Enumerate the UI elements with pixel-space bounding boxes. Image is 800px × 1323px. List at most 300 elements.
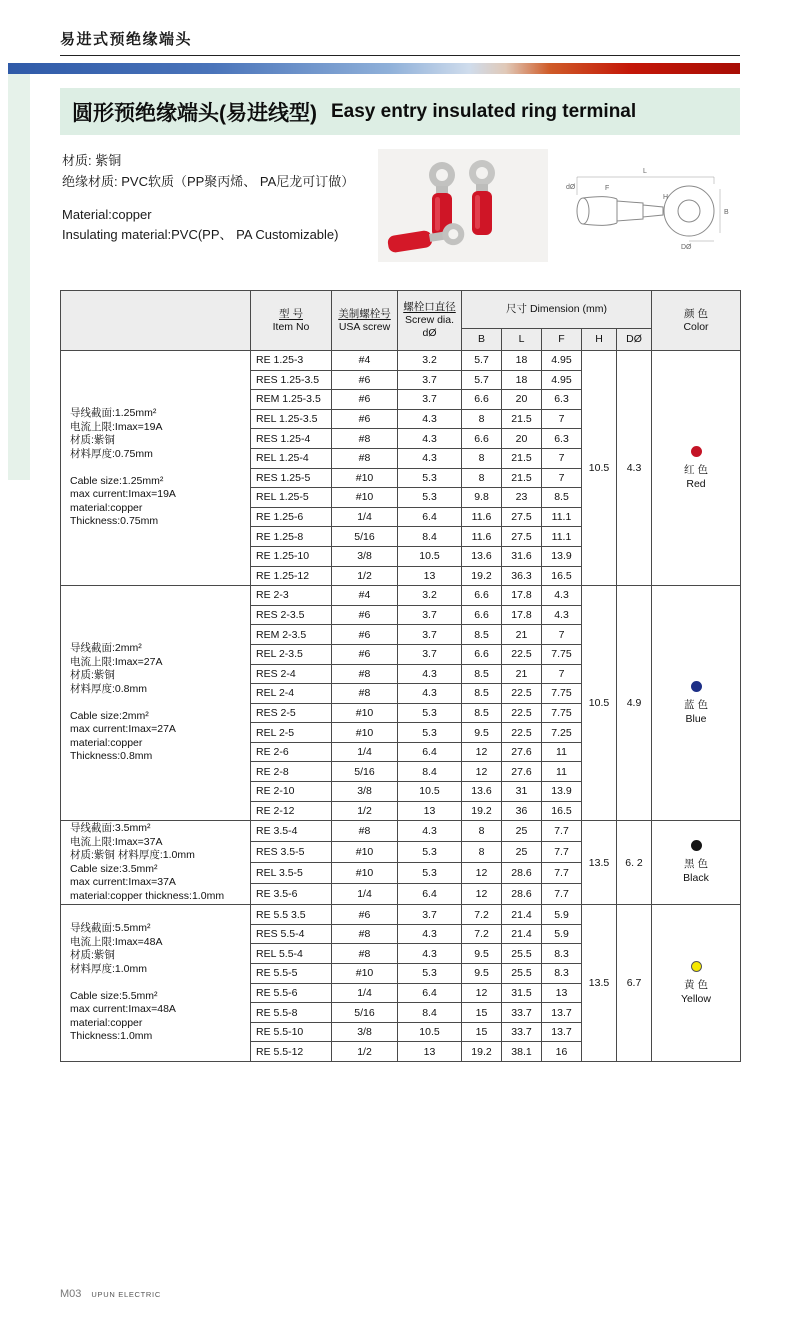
dim-f-cell: 7.7 <box>542 884 582 905</box>
description-line: 材料厚度:0.75mm <box>70 447 153 460</box>
h-value-cell: 10.5 <box>582 586 617 821</box>
dim-b-cell: 8 <box>462 842 502 863</box>
dim-f-cell: 4.95 <box>542 351 582 371</box>
usa-screw-cell: #8 <box>332 821 398 842</box>
dim-b-cell: 8.5 <box>462 625 502 645</box>
screw-dia-cell: 13 <box>398 1042 462 1062</box>
usa-screw-cell: #10 <box>332 863 398 884</box>
screw-dia-cell: 3.7 <box>398 605 462 625</box>
usa-screw-cell: 1/4 <box>332 983 398 1003</box>
svg-text:DØ: DØ <box>681 244 692 251</box>
group-description <box>61 821 251 905</box>
dim-b-cell: 12 <box>462 742 502 762</box>
dim-l-cell: 25.5 <box>502 964 542 984</box>
dim-f-cell: 7 <box>542 664 582 684</box>
dim-b-cell: 11.6 <box>462 527 502 547</box>
usa-screw-cell: #4 <box>332 586 398 606</box>
usa-screw-cell: #6 <box>332 390 398 410</box>
svg-text:B: B <box>724 209 729 216</box>
usa-screw-cell: 1/4 <box>332 507 398 527</box>
svg-text:H: H <box>663 194 669 201</box>
dim-l-cell: 31.6 <box>502 546 542 566</box>
item-no-cell: RE 2-3 <box>251 586 332 606</box>
dim-l-cell: 21 <box>502 625 542 645</box>
screw-dia-cell: 3.2 <box>398 351 462 371</box>
item-no-cell: RES 2-5 <box>251 703 332 723</box>
usa-screw-cell: 1/4 <box>332 884 398 905</box>
description-line: Thickness:1.0mm <box>70 1030 153 1043</box>
dim-b-cell: 9.5 <box>462 964 502 984</box>
color-label-en: Red <box>686 477 706 490</box>
dim-b-cell: 6.6 <box>462 429 502 449</box>
item-no-cell: REL 2-4 <box>251 684 332 704</box>
product-title-cn: 圆形预绝缘端头(易进线型) <box>72 101 317 125</box>
screw-dia-cell: 4.3 <box>398 664 462 684</box>
item-no-cell: RE 5.5-8 <box>251 1003 332 1023</box>
dim-b-cell: 5.7 <box>462 351 502 371</box>
screw-dia-cell: 13 <box>398 566 462 586</box>
header-screw-dia-sub: dØ <box>422 327 437 339</box>
description-line: 材料厚度:0.8mm <box>70 682 148 695</box>
color-dot-icon <box>691 681 702 692</box>
dim-f-cell: 16.5 <box>542 566 582 586</box>
screw-dia-cell: 6.4 <box>398 983 462 1003</box>
usa-screw-cell: #8 <box>332 429 398 449</box>
dim-b-cell: 19.2 <box>462 801 502 821</box>
do-value-cell: 6.7 <box>617 905 652 1062</box>
dim-f-cell: 16 <box>542 1042 582 1062</box>
dim-b-cell: 12 <box>462 762 502 782</box>
description-line: Cable size:3.5mm² <box>70 862 158 875</box>
color-dot-icon <box>691 840 702 851</box>
description-line: 材质:紫铜 <box>70 949 115 962</box>
header-dim-f: F <box>542 329 582 351</box>
usa-screw-cell: 1/2 <box>332 566 398 586</box>
color-cell <box>652 821 741 905</box>
dim-f-cell: 13.9 <box>542 782 582 802</box>
dim-l-cell: 22.5 <box>502 644 542 664</box>
item-no-cell: RE 5.5 3.5 <box>251 905 332 925</box>
usa-screw-cell: #10 <box>332 842 398 863</box>
screw-dia-cell: 5.3 <box>398 703 462 723</box>
dim-f-cell: 13.9 <box>542 546 582 566</box>
header-color-cn: 颜 色 <box>684 307 708 320</box>
dim-f-cell: 4.3 <box>542 586 582 606</box>
dim-f-cell: 7.25 <box>542 723 582 743</box>
item-no-cell: RES 1.25-5 <box>251 468 332 488</box>
item-no-cell: RES 1.25-3.5 <box>251 370 332 390</box>
header-screw-dia-en: Screw dia. <box>404 314 455 326</box>
usa-screw-cell: #6 <box>332 370 398 390</box>
header-dim-h: H <box>582 329 617 351</box>
usa-screw-cell: #8 <box>332 684 398 704</box>
dim-l-cell: 21.5 <box>502 409 542 429</box>
dim-l-cell: 25.5 <box>502 944 542 964</box>
item-no-cell: RE 2-10 <box>251 782 332 802</box>
item-no-cell: RE 2-8 <box>251 762 332 782</box>
usa-screw-cell: #10 <box>332 488 398 508</box>
usa-screw-cell: #4 <box>332 351 398 371</box>
dim-f-cell: 5.9 <box>542 924 582 944</box>
color-label-en: Blue <box>685 712 707 725</box>
usa-screw-cell: 1/2 <box>332 1042 398 1062</box>
dim-f-cell: 13.7 <box>542 1003 582 1023</box>
description-line: Thickness:0.8mm <box>70 750 153 763</box>
dim-f-cell: 7.7 <box>542 821 582 842</box>
description-line: 电流上限:Imax=27A <box>70 655 163 668</box>
description-line: 导线截面:2mm² <box>70 642 142 655</box>
description-line: Thickness:0.75mm <box>70 515 159 528</box>
dim-l-cell: 17.8 <box>502 586 542 606</box>
dim-f-cell: 4.95 <box>542 370 582 390</box>
color-label-en: Yellow <box>681 992 711 1005</box>
item-no-cell: RES 5.5-4 <box>251 924 332 944</box>
h-value-cell: 13.5 <box>582 821 617 905</box>
screw-dia-cell: 6.4 <box>398 884 462 905</box>
svg-text:L: L <box>643 168 647 175</box>
dim-l-cell: 33.7 <box>502 1022 542 1042</box>
dim-f-cell: 11.1 <box>542 507 582 527</box>
group-description <box>61 905 251 1062</box>
dim-b-cell: 9.5 <box>462 723 502 743</box>
header-description-empty <box>61 291 251 351</box>
description-line <box>70 696 248 710</box>
screw-dia-cell: 8.4 <box>398 1003 462 1023</box>
dim-l-cell: 21.5 <box>502 468 542 488</box>
description-line: max current:Imax=48A <box>70 1003 176 1016</box>
screw-dia-cell: 4.3 <box>398 409 462 429</box>
dim-l-cell: 33.7 <box>502 1003 542 1023</box>
item-no-cell: REM 1.25-3.5 <box>251 390 332 410</box>
dim-b-cell: 9.8 <box>462 488 502 508</box>
product-header <box>60 88 740 135</box>
group-description <box>61 586 251 821</box>
dim-l-cell: 28.6 <box>502 863 542 884</box>
screw-dia-cell: 4.3 <box>398 429 462 449</box>
description-line: material:copper thickness:1.0mm <box>70 889 225 902</box>
header-usa-screw-en: USA screw <box>338 320 391 333</box>
dim-f-cell: 6.3 <box>542 390 582 410</box>
screw-dia-cell: 10.5 <box>398 1022 462 1042</box>
dim-b-cell: 13.6 <box>462 546 502 566</box>
spec-table-body <box>61 351 741 1062</box>
dim-l-cell: 36 <box>502 801 542 821</box>
gradient-bar <box>8 63 740 74</box>
item-no-cell: REL 3.5-5 <box>251 863 332 884</box>
screw-dia-cell: 5.3 <box>398 964 462 984</box>
usa-screw-cell: #6 <box>332 605 398 625</box>
screw-dia-cell: 3.7 <box>398 370 462 390</box>
header-color-en: Color <box>683 320 709 333</box>
info-row <box>60 135 740 290</box>
dim-f-cell: 13 <box>542 983 582 1003</box>
dim-l-cell: 31 <box>502 782 542 802</box>
dim-f-cell: 7.75 <box>542 703 582 723</box>
description-line: 材质:紫铜 <box>70 669 115 682</box>
color-cell <box>652 905 741 1062</box>
product-photo-image <box>378 149 548 262</box>
usa-screw-cell: 5/16 <box>332 1003 398 1023</box>
header-usa-screw <box>332 291 398 351</box>
usa-screw-cell: #8 <box>332 448 398 468</box>
dim-b-cell: 8.5 <box>462 703 502 723</box>
dim-f-cell: 7.7 <box>542 842 582 863</box>
usa-screw-cell: #10 <box>332 468 398 488</box>
item-no-cell: RES 2-3.5 <box>251 605 332 625</box>
usa-screw-cell: 5/16 <box>332 527 398 547</box>
dim-l-cell: 38.1 <box>502 1042 542 1062</box>
screw-dia-cell: 5.3 <box>398 863 462 884</box>
usa-screw-cell: #8 <box>332 664 398 684</box>
item-no-cell: RE 1.25-10 <box>251 546 332 566</box>
dim-b-cell: 15 <box>462 1022 502 1042</box>
dim-b-cell: 12 <box>462 863 502 884</box>
item-no-cell: REM 2-3.5 <box>251 625 332 645</box>
dim-l-cell: 20 <box>502 390 542 410</box>
h-value-cell: 13.5 <box>582 905 617 1062</box>
dim-b-cell: 19.2 <box>462 1042 502 1062</box>
item-no-cell: RE 3.5-6 <box>251 884 332 905</box>
description-line: material:copper <box>70 1016 143 1029</box>
usa-screw-cell: #6 <box>332 905 398 925</box>
item-no-cell: RE 1.25-3 <box>251 351 332 371</box>
usa-screw-cell: 5/16 <box>332 762 398 782</box>
dim-f-cell: 16.5 <box>542 801 582 821</box>
header-dimension: 尺寸 Dimension (mm) <box>462 291 652 329</box>
item-no-cell: RE 2-6 <box>251 742 332 762</box>
color-label-cn: 黄 色 <box>684 978 708 991</box>
dim-b-cell: 6.6 <box>462 390 502 410</box>
item-no-cell: REL 5.5-4 <box>251 944 332 964</box>
insulation-cn-line: 绝缘材质: PVC软质（PP聚丙烯、 PA尼龙可订做） <box>62 173 355 189</box>
dim-l-cell: 27.5 <box>502 507 542 527</box>
usa-screw-cell: 1/2 <box>332 801 398 821</box>
usa-screw-cell: #8 <box>332 924 398 944</box>
dim-b-cell: 8 <box>462 821 502 842</box>
usa-screw-cell: #8 <box>332 944 398 964</box>
header-dim-do: DØ <box>617 329 652 351</box>
screw-dia-cell: 10.5 <box>398 546 462 566</box>
dim-f-cell: 11.1 <box>542 527 582 547</box>
item-no-cell: REL 2-3.5 <box>251 644 332 664</box>
description-line: Cable size:5.5mm² <box>70 989 158 1002</box>
usa-screw-cell: 1/4 <box>332 742 398 762</box>
dim-b-cell: 8.5 <box>462 684 502 704</box>
item-no-cell: RE 5.5-5 <box>251 964 332 984</box>
usa-screw-cell: #6 <box>332 409 398 429</box>
dim-f-cell: 8.5 <box>542 488 582 508</box>
screw-dia-cell: 5.3 <box>398 488 462 508</box>
description-line: max current:Imax=37A <box>70 876 176 889</box>
description-line: Cable size:2mm² <box>70 709 149 722</box>
dim-l-cell: 25 <box>502 821 542 842</box>
description-line: 材质:紫铜 材料厚度:1.0mm <box>70 849 195 862</box>
content-area <box>60 88 740 1062</box>
dim-f-cell: 4.3 <box>542 605 582 625</box>
dim-f-cell: 7.7 <box>542 863 582 884</box>
color-dot-icon <box>691 446 702 457</box>
header-usa-screw-cn: 美制螺栓号 <box>338 307 391 320</box>
dim-l-cell: 27.5 <box>502 527 542 547</box>
item-no-cell: RE 3.5-4 <box>251 821 332 842</box>
dim-f-cell: 7 <box>542 468 582 488</box>
color-cell <box>652 586 741 821</box>
dim-b-cell: 9.5 <box>462 944 502 964</box>
dim-l-cell: 21.4 <box>502 905 542 925</box>
dimension-drawing-image <box>565 159 740 251</box>
item-no-cell: RE 2-12 <box>251 801 332 821</box>
dim-f-cell: 6.3 <box>542 429 582 449</box>
dim-f-cell: 8.3 <box>542 964 582 984</box>
do-value-cell: 6. 2 <box>617 821 652 905</box>
dim-f-cell: 11 <box>542 762 582 782</box>
color-cell <box>652 351 741 586</box>
screw-dia-cell: 5.3 <box>398 723 462 743</box>
svg-text:F: F <box>605 185 610 192</box>
color-label-en: Black <box>683 872 709 885</box>
usa-screw-cell: #10 <box>332 703 398 723</box>
usa-screw-cell: #6 <box>332 625 398 645</box>
item-no-cell: RE 1.25-6 <box>251 507 332 527</box>
color-label-cn: 黑 色 <box>684 858 708 871</box>
dim-l-cell: 31.5 <box>502 983 542 1003</box>
header-dim-l: L <box>502 329 542 351</box>
header-color <box>652 291 741 351</box>
screw-dia-cell: 13 <box>398 801 462 821</box>
dim-b-cell: 11.6 <box>462 507 502 527</box>
screw-dia-cell: 3.2 <box>398 586 462 606</box>
dim-l-cell: 36.3 <box>502 566 542 586</box>
page-footer <box>60 1288 161 1300</box>
dim-b-cell: 5.7 <box>462 370 502 390</box>
description-line: Cable size:1.25mm² <box>70 474 164 487</box>
screw-dia-cell: 4.3 <box>398 944 462 964</box>
item-no-cell: RE 1.25-12 <box>251 566 332 586</box>
material-en-line: Material:copper <box>62 206 152 222</box>
dim-b-cell: 8 <box>462 448 502 468</box>
brand-name: UPUN ELECTRIC <box>91 1290 161 1299</box>
usa-screw-cell: 3/8 <box>332 782 398 802</box>
dim-f-cell: 11 <box>542 742 582 762</box>
description-line: 材料厚度:1.0mm <box>70 962 148 975</box>
screw-dia-cell: 4.3 <box>398 924 462 944</box>
screw-dia-cell: 5.3 <box>398 468 462 488</box>
description-line: 导线截面:1.25mm² <box>70 407 157 420</box>
dim-b-cell: 19.2 <box>462 566 502 586</box>
dim-b-cell: 8.5 <box>462 664 502 684</box>
screw-dia-cell: 8.4 <box>398 527 462 547</box>
description-line: 导线截面:3.5mm² <box>70 822 151 835</box>
dim-l-cell: 27.6 <box>502 742 542 762</box>
screw-dia-cell: 6.4 <box>398 742 462 762</box>
screw-dia-cell: 4.3 <box>398 684 462 704</box>
dim-f-cell: 7 <box>542 409 582 429</box>
usa-screw-cell: #10 <box>332 723 398 743</box>
description-line: material:copper <box>70 501 143 514</box>
dim-f-cell: 13.7 <box>542 1022 582 1042</box>
screw-dia-cell: 3.7 <box>398 625 462 645</box>
description-line: max current:Imax=19A <box>70 488 176 501</box>
description-line: 电流上限:Imax=37A <box>70 835 163 848</box>
do-value-cell: 4.3 <box>617 351 652 586</box>
spec-row <box>61 821 741 842</box>
dim-b-cell: 7.2 <box>462 924 502 944</box>
dim-l-cell: 22.5 <box>502 723 542 743</box>
header-screw-dia-cn: 螺栓口直径 <box>403 301 456 313</box>
item-no-cell: RES 3.5-5 <box>251 842 332 863</box>
dim-l-cell: 22.5 <box>502 684 542 704</box>
dim-b-cell: 6.6 <box>462 644 502 664</box>
spacer <box>62 193 354 205</box>
description-line: 导线截面:5.5mm² <box>70 922 151 935</box>
item-no-cell: RES 2-4 <box>251 664 332 684</box>
screw-dia-cell: 3.7 <box>398 644 462 664</box>
dim-b-cell: 8 <box>462 409 502 429</box>
description-line <box>70 461 248 475</box>
description-line: 电流上限:Imax=48A <box>70 935 163 948</box>
screw-dia-cell: 6.4 <box>398 507 462 527</box>
color-dot-icon <box>691 961 702 972</box>
description-line: material:copper <box>70 736 143 749</box>
spec-table <box>60 290 741 1062</box>
insulation-en-line: Insulating material:PVC(PP、 PA Customizable) <box>62 227 339 243</box>
group-description <box>61 351 251 586</box>
item-no-cell: REL 1.25-3.5 <box>251 409 332 429</box>
dim-b-cell: 7.2 <box>462 905 502 925</box>
spec-row <box>61 905 741 925</box>
dim-l-cell: 20 <box>502 429 542 449</box>
screw-dia-cell: 3.7 <box>398 905 462 925</box>
item-no-cell: REL 2-5 <box>251 723 332 743</box>
dim-f-cell: 7.75 <box>542 684 582 704</box>
dim-l-cell: 21.4 <box>502 924 542 944</box>
usa-screw-cell: 3/8 <box>332 1022 398 1042</box>
dim-f-cell: 8.3 <box>542 944 582 964</box>
color-label-cn: 红 色 <box>684 463 708 476</box>
dim-l-cell: 25 <box>502 842 542 863</box>
svg-text:dØ: dØ <box>566 184 576 191</box>
title-underline <box>60 55 740 56</box>
page-title: 易进式预绝缘端头 <box>60 31 193 48</box>
dim-b-cell: 6.6 <box>462 605 502 625</box>
color-label-cn: 蓝 色 <box>684 698 708 711</box>
spec-row <box>61 351 741 371</box>
screw-dia-cell: 3.7 <box>398 390 462 410</box>
dim-l-cell: 27.6 <box>502 762 542 782</box>
dim-l-cell: 18 <box>502 370 542 390</box>
item-no-cell: RES 1.25-4 <box>251 429 332 449</box>
dim-b-cell: 13.6 <box>462 782 502 802</box>
dim-l-cell: 22.5 <box>502 703 542 723</box>
dim-b-cell: 8 <box>462 468 502 488</box>
usa-screw-cell: #10 <box>332 964 398 984</box>
screw-dia-cell: 10.5 <box>398 782 462 802</box>
item-no-cell: REL 1.25-4 <box>251 448 332 468</box>
description-line: 材质:紫铜 <box>70 434 115 447</box>
dim-f-cell: 7 <box>542 625 582 645</box>
dim-l-cell: 23 <box>502 488 542 508</box>
usa-screw-cell: #6 <box>332 644 398 664</box>
dim-f-cell: 7.75 <box>542 644 582 664</box>
header-item-no <box>251 291 332 351</box>
dim-l-cell: 21.5 <box>502 448 542 468</box>
dim-b-cell: 6.6 <box>462 586 502 606</box>
header-item-no-cn: 型 号 <box>279 307 303 320</box>
item-no-cell: RE 5.5-6 <box>251 983 332 1003</box>
header-screw-dia <box>398 291 462 351</box>
screw-dia-cell: 5.3 <box>398 842 462 863</box>
material-cn-line: 材质: 紫铜 <box>62 153 122 168</box>
